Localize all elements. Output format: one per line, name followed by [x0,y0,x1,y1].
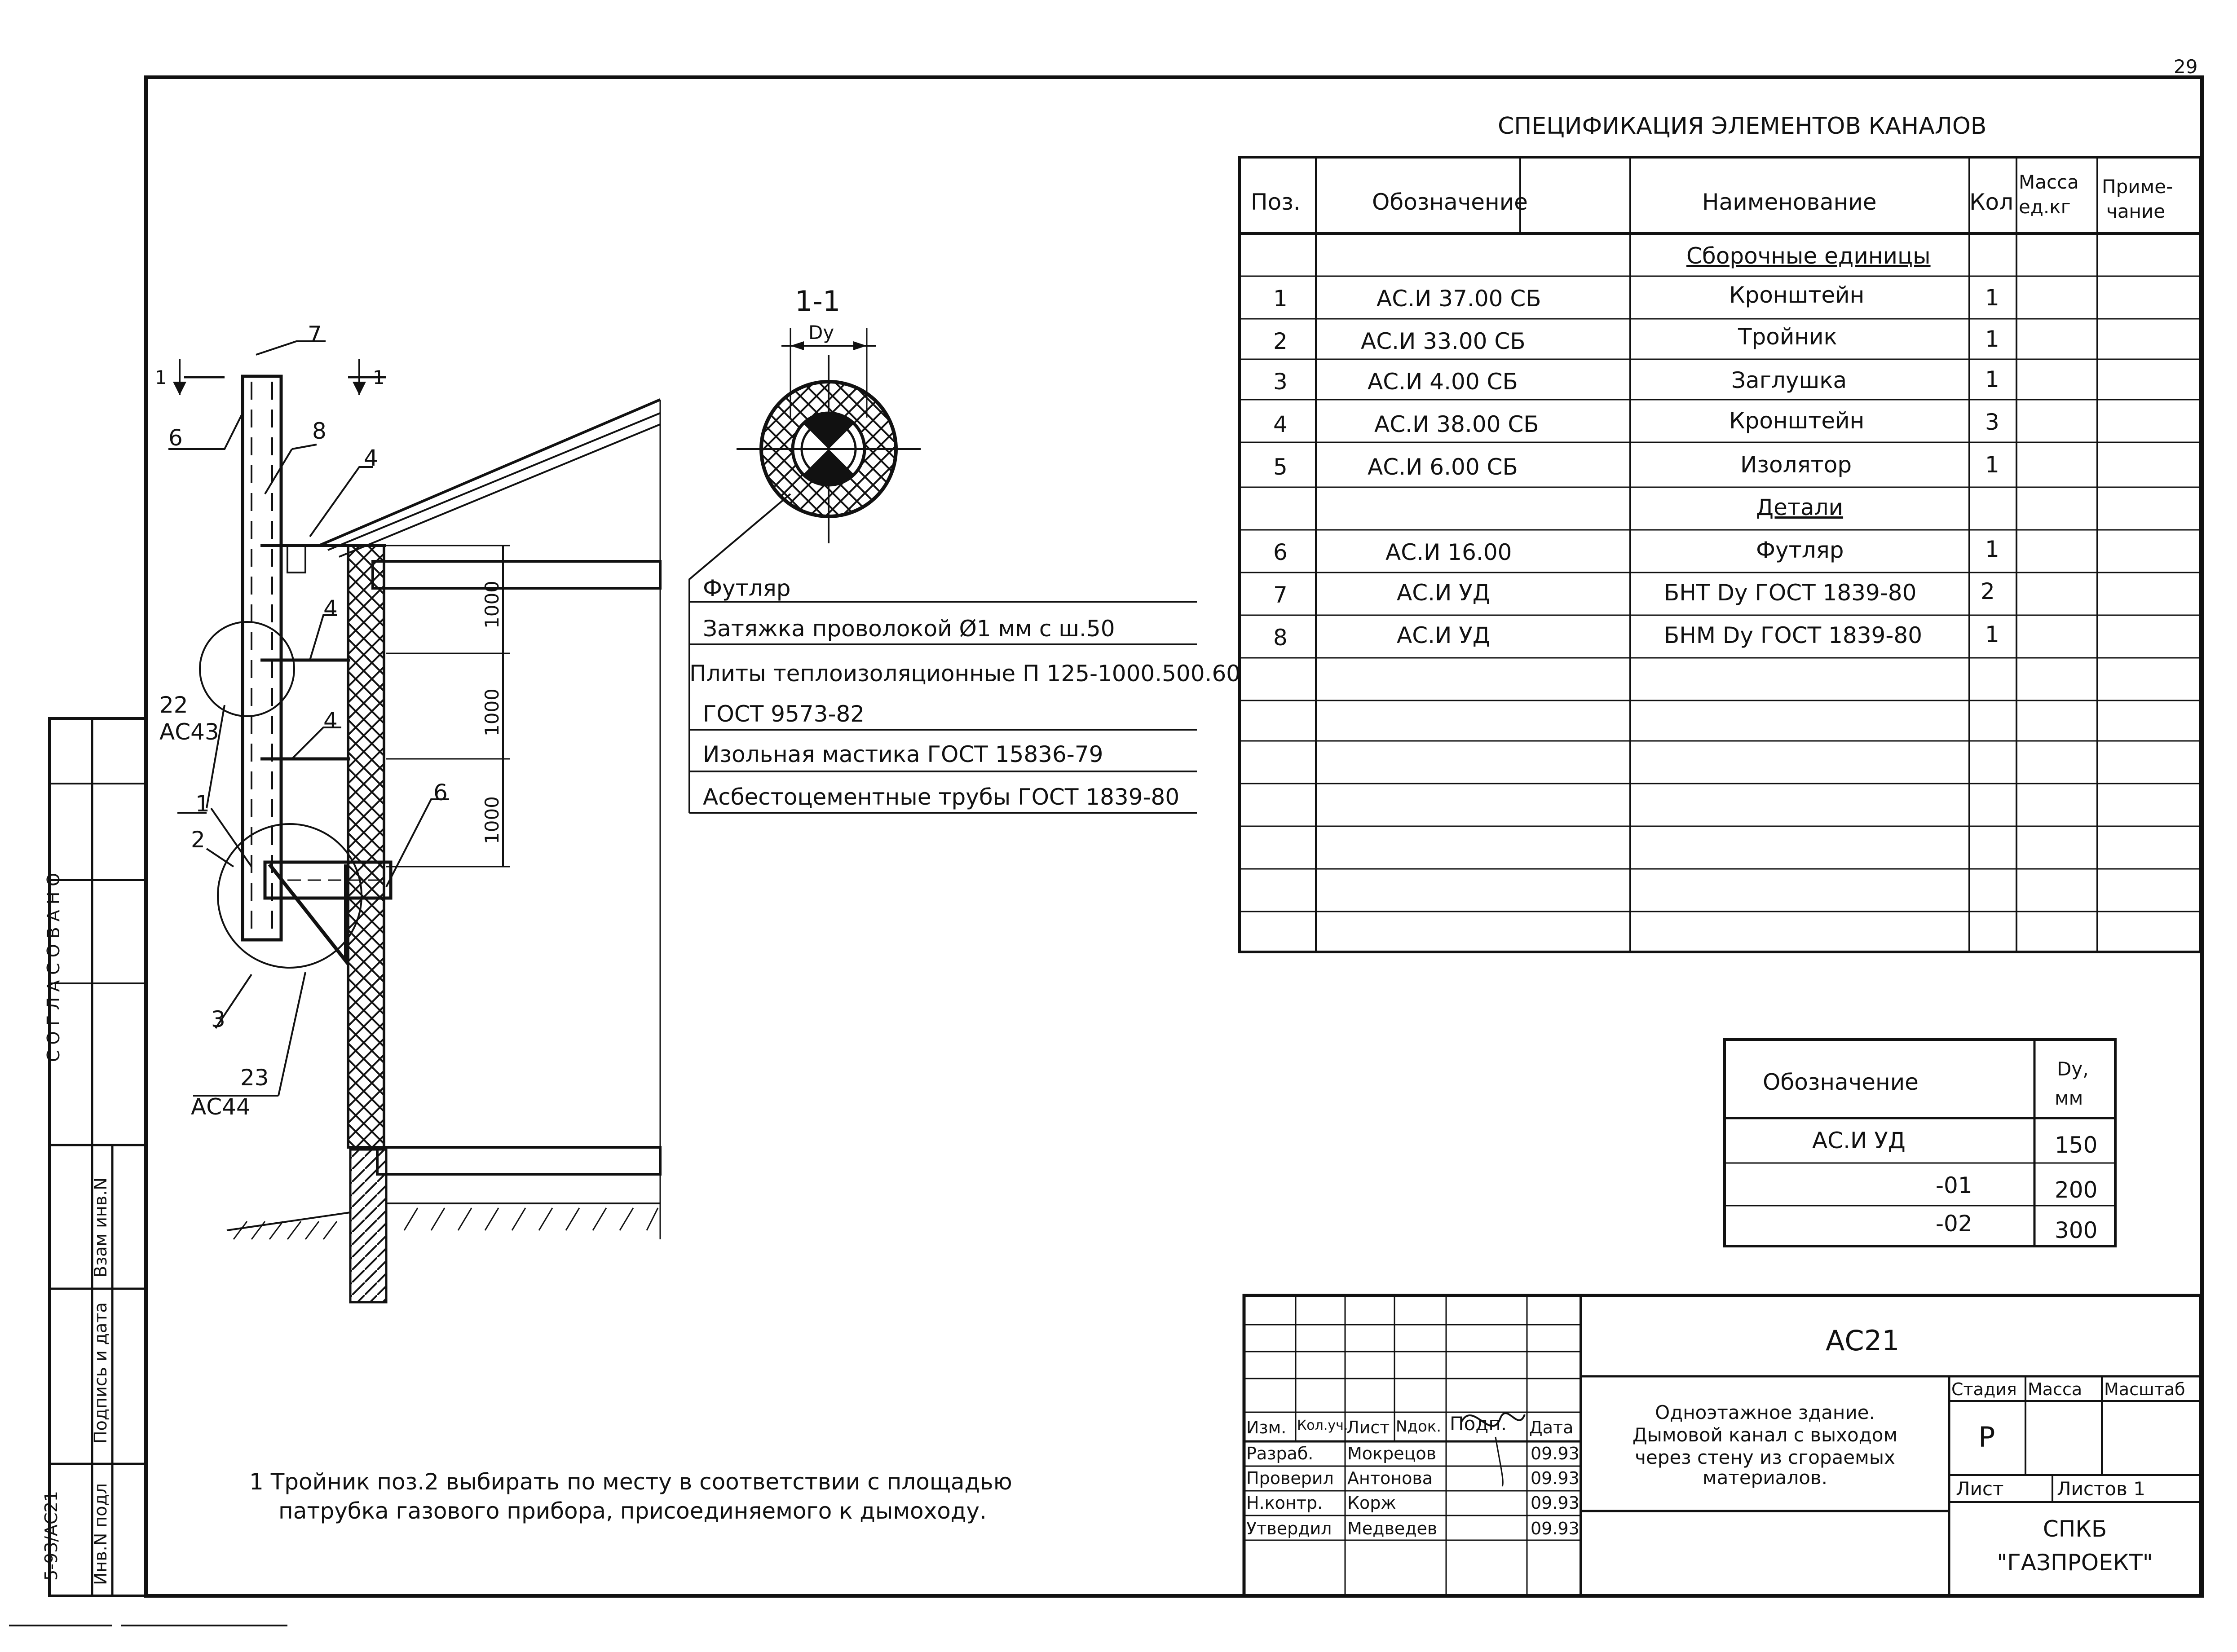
dimension-1000: 1000 [481,688,503,736]
callout-4: 4 [364,445,378,471]
note-line: патрубка газового прибора, присоединяемого к дымоходу. [278,1498,987,1524]
layer-label: Затяжка проволокой Ø1 мм с ш.50 [703,616,1115,642]
dy-header-unit: мм [2055,1087,2083,1109]
tb-role: Разраб. [1246,1444,1314,1463]
layer-label: Футляр [703,575,791,601]
callout-1: 1 [195,791,210,817]
row-qty: 2 [1981,578,1995,604]
sheets-label: Листов 1 [2057,1478,2145,1500]
callout-4: 4 [323,708,338,734]
dy-row-value: 300 [2055,1217,2098,1243]
layer-label: Изольная мастика ГОСТ 15836-79 [703,741,1103,767]
detail-ref-sheet: АС44 [191,1094,251,1120]
row-name: Тройник [1738,324,1837,350]
doc-code: АС21 [1826,1324,1900,1357]
row-name: БНМ Dy ГОСТ 1839-80 [1664,622,1923,648]
dy-row-designation: -02 [1936,1211,1972,1237]
row-name: Кронштейн [1729,282,1865,308]
callout-8: 8 [312,418,327,444]
doc-description: материалов. [1702,1467,1828,1489]
spec-header-mass-unit: ед.кг [2019,196,2071,218]
margin-signature-date: Подпись и дата [91,1302,110,1444]
callout-6: 6 [433,780,448,806]
row-pos: 6 [1273,539,1288,565]
row-pos: 5 [1273,454,1288,480]
detail-ref-sheet: АС43 [159,719,219,745]
tb-header-koluch: Кол.уч. [1297,1418,1348,1433]
tb-header-list: Лист [1346,1418,1390,1437]
spec-header-note: Приме- [2102,176,2173,198]
detail-ref-number: 23 [240,1065,269,1091]
section-dim-dy: Dy [808,322,834,344]
dy-row-designation: -01 [1936,1172,1972,1198]
spec-header-pos: Поз. [1251,189,1301,215]
row-qty: 1 [1985,285,1999,311]
spec-header-note-2: чание [2106,200,2166,222]
spec-header-mass: Масса [2019,171,2079,193]
section-details-title: Детали [1756,494,1844,520]
sheet-number: 29 [2174,56,2198,78]
row-designation: АС.И 38.00 СБ [1374,411,1539,437]
spec-header-designation: Обозначение [1372,189,1528,215]
row-name: Заглушка [1731,367,1847,393]
doc-description: Одноэтажное здание. [1655,1401,1875,1423]
tb-person: Корж [1347,1493,1396,1513]
callout-7: 7 [308,322,322,348]
tb-header-date: Дата [1529,1418,1574,1437]
dy-header-dy: Dy, [2057,1058,2089,1080]
cut-mark-right: 1 [373,366,385,388]
spec-header-qty: Кол [1969,189,2014,215]
margin-vzam: Взам инв.N [91,1177,110,1278]
row-qty: 1 [1985,621,1999,648]
tb-person: Мокрецов [1347,1444,1436,1463]
margin-agreed: СОГЛАСОВАНО [44,867,63,1062]
tb-role: Утвердил [1246,1519,1332,1538]
doc-description: Дымовой канал с выходом [1632,1424,1898,1446]
callout-3: 3 [211,1006,225,1032]
row-pos: 4 [1273,411,1288,437]
tb-date: 09.93 [1531,1444,1580,1463]
callout-6: 6 [168,425,183,451]
row-name: БНТ Dy ГОСТ 1839-80 [1664,580,1917,606]
dy-row-value: 150 [2055,1132,2098,1158]
row-pos: 8 [1273,625,1288,651]
sheet-label: Лист [1956,1478,2004,1500]
layer-label: Плиты теплоизоляционные П 125-1000.500.60 [689,661,1241,687]
row-qty: 1 [1985,452,1999,478]
row-designation: АС.И 4.00 СБ [1368,369,1518,395]
tb-date: 09.93 [1531,1468,1580,1488]
margin-code: 5-93/АС21 [41,1491,61,1581]
row-name: Изолятор [1740,452,1852,478]
row-pos: 2 [1273,328,1288,354]
row-qty: 1 [1985,366,1999,392]
margin-inv: Инв.N подл [91,1483,110,1585]
scale-label: Масштаб [2104,1379,2185,1399]
cut-mark-left: 1 [155,366,167,388]
dimension-1000: 1000 [481,581,503,629]
callout-2: 2 [191,827,205,853]
spec-header-name: Наименование [1702,189,1877,215]
detail-ref-number: 22 [159,692,188,718]
row-qty: 1 [1985,536,1999,562]
layer-label: ГОСТ 9573-82 [703,701,865,727]
callout-4: 4 [323,595,338,621]
row-designation: АС.И 16.00 [1385,539,1512,565]
tb-person: Медведев [1347,1519,1438,1538]
tb-date: 09.93 [1531,1493,1580,1513]
row-pos: 1 [1273,286,1288,312]
row-name: Кронштейн [1729,408,1865,434]
row-name: Футляр [1756,537,1844,563]
tb-header-ndok: Nдок. [1396,1418,1442,1436]
tb-role: Проверил [1246,1468,1334,1488]
dy-header-designation: Обозначение [1763,1069,1919,1095]
row-pos: 7 [1273,582,1288,608]
row-qty: 1 [1985,326,1999,352]
org-name: "ГАЗПРОЕКТ" [1997,1550,2153,1576]
row-pos: 3 [1273,369,1288,395]
row-designation: АС.И УД [1397,622,1490,648]
tb-person: Антонова [1347,1468,1433,1488]
row-designation: АС.И 33.00 СБ [1361,328,1526,354]
dy-row-designation: АС.И УД [1812,1128,1906,1154]
row-designation: АС.И 6.00 СБ [1368,454,1518,480]
stage-label: Стадия [1951,1379,2017,1399]
org-name: СПКБ [2043,1516,2107,1542]
mass-label: Масса [2028,1379,2083,1399]
row-designation: АС.И 37.00 СБ [1377,286,1541,312]
stage-value: Р [1978,1421,1995,1454]
tb-role: Н.контр. [1246,1493,1323,1513]
row-designation: АС.И УД [1397,580,1490,606]
dy-row-value: 200 [2055,1177,2098,1203]
tb-date: 09.93 [1531,1519,1580,1538]
layer-label: Асбестоцементные трубы ГОСТ 1839-80 [703,784,1180,810]
row-qty: 3 [1985,409,1999,435]
doc-description: через стену из сгораемых [1635,1446,1895,1468]
spec-title: СПЕЦИФИКАЦИЯ ЭЛЕМЕНТОВ КАНАЛОВ [1498,113,1987,140]
tb-header-izm: Изм. [1246,1418,1287,1437]
note-line: 1 Тройник поз.2 выбирать по месту в соответствии с площадью [249,1469,1012,1495]
section-label: 1-1 [795,285,841,317]
dimension-1000: 1000 [481,796,503,844]
section-assembly-title: Сборочные единицы [1686,243,1931,269]
tb-header-podp: Подп. [1450,1413,1507,1435]
